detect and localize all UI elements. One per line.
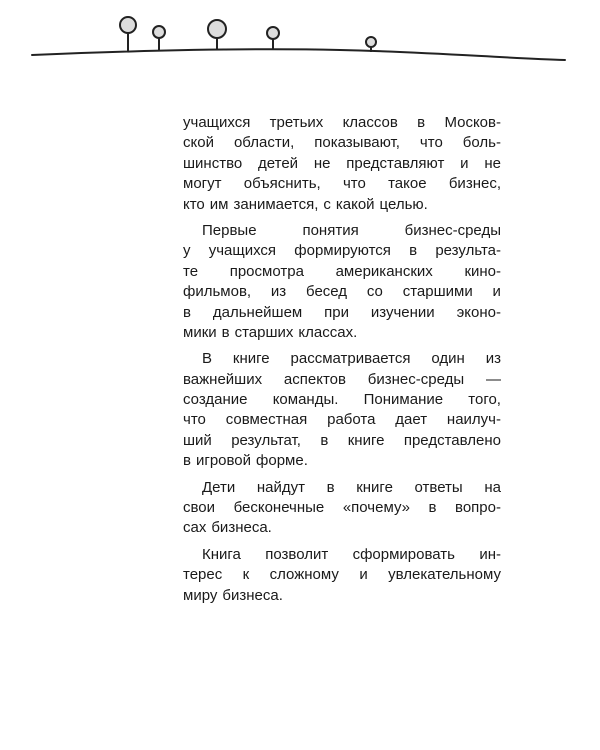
text-line: шинство детей не представляют и не	[183, 154, 501, 172]
text-line: ской области, показывают, что боль-	[183, 134, 501, 152]
text-line: могут объяснить, что такое бизнес,	[183, 175, 501, 193]
text-line: миру бизнеса.	[183, 586, 283, 604]
tree-icon	[267, 27, 279, 50]
text-line: те просмотра американских кино-	[183, 262, 501, 280]
text-line: важнейших аспектов бизнес-среды —	[183, 370, 501, 388]
text-line: кто им занимается, с какой целью.	[183, 195, 428, 213]
paragraph	[183, 545, 501, 606]
text-line: у учащихся формируются в результа-	[183, 242, 501, 260]
paragraph	[183, 113, 501, 215]
ground-line	[32, 49, 565, 60]
body-text	[183, 113, 501, 606]
text-line: терес к сложному и увлекательному	[183, 566, 501, 584]
text-line: В книге рассматривается один из	[202, 350, 501, 368]
text-line: сах бизнеса.	[183, 519, 272, 537]
text-line: ший результат, в книге представлено	[183, 431, 501, 449]
paragraph	[183, 478, 501, 539]
tree-icon	[120, 17, 136, 52]
tree-icon	[208, 20, 226, 50]
tree-icon	[366, 37, 376, 52]
trees-decoration-icon	[0, 0, 600, 80]
text-line: Книга позволит сформировать ин-	[202, 545, 501, 563]
text-line: учащихся третьих классов в Москов-	[183, 114, 501, 131]
text-line: Первые понятия бизнес-среды	[202, 221, 501, 239]
text-line: свои бесконечные «почему» в вопро-	[183, 499, 501, 517]
paragraph	[183, 349, 501, 471]
text-line: в игровой форме.	[183, 452, 308, 470]
text-line: Дети найдут в книге ответы на	[202, 478, 501, 496]
text-line: что совместная работа дает наилуч-	[183, 411, 501, 429]
paragraph	[183, 221, 501, 343]
text-line: создание команды. Понимание того,	[183, 391, 501, 409]
text-line: фильмов, из бесед со старшими и	[183, 283, 501, 301]
text-line: в дальнейшем при изучении эконо-	[183, 303, 501, 321]
tree-icon	[153, 26, 165, 51]
text-line: мики в старших классах.	[183, 323, 358, 341]
